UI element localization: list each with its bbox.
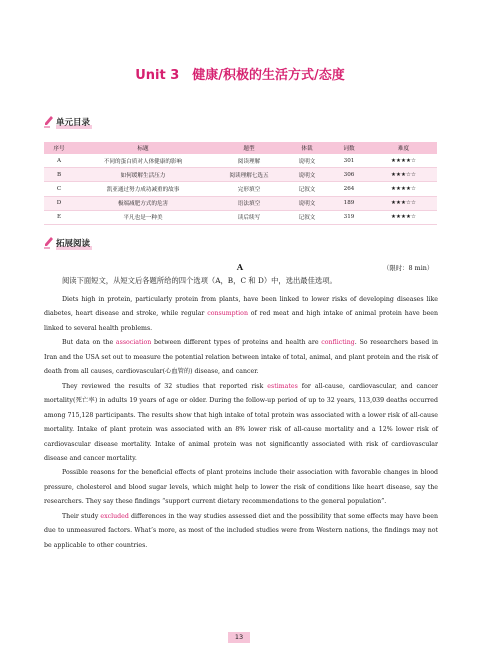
header-type: 题型	[212, 142, 286, 154]
passage-letter: A	[236, 262, 244, 272]
cell-genre: 说明文	[286, 168, 328, 182]
cell-title: 如何缓解生活压力	[74, 168, 212, 182]
table-row	[44, 196, 437, 210]
cell-type: 读后续写	[212, 210, 286, 224]
table-row	[44, 182, 437, 196]
table-row	[44, 154, 437, 168]
cell-difficulty: ★★★★☆	[370, 210, 437, 224]
pen-icon	[44, 237, 53, 249]
paragraph-2: But data on the association between different types of proteins and health are conflicting. So researchers based in Iran and the USA set out to measure the potential relation between intake of total, animal, and plant protein and the risk of death from all causes, cardiovascular(心血管的) disease, and cancer.	[44, 339, 438, 376]
cell-words: 189	[328, 196, 370, 210]
section-heading-reading	[44, 236, 90, 250]
cell-type: 阅读理解	[212, 154, 286, 168]
header-genre: 体裁	[286, 142, 328, 154]
cell-type: 阅读理解七选五	[212, 168, 286, 182]
cell-genre: 说明文	[286, 196, 328, 210]
cell-genre: 说明文	[286, 154, 328, 168]
cell-type: 语法填空	[212, 196, 286, 210]
table-row	[44, 168, 437, 182]
passage-body	[44, 293, 438, 553]
cell-difficulty: ★★★★☆	[370, 182, 437, 196]
cell-words: 319	[328, 210, 370, 224]
highlight-word: consumption	[207, 310, 248, 318]
cell-words: 306	[328, 168, 370, 182]
header-title: 标题	[74, 142, 212, 154]
unit-title: Unit 3 健康/积极的生活方式/态度	[135, 68, 345, 83]
cell-title: 平凡也是一种美	[74, 210, 212, 224]
highlight-word: conflicting	[321, 339, 355, 347]
cell-index: B	[44, 168, 74, 182]
pen-icon	[44, 116, 53, 128]
section-heading-reading-label: 拓展阅读	[56, 239, 91, 249]
cell-difficulty: ★★★☆☆	[370, 168, 437, 182]
highlight-word: excluded	[100, 512, 129, 520]
cell-title: 极端减肥方式的危害	[74, 196, 212, 210]
cell-index: C	[44, 182, 74, 196]
header-index: 序号	[44, 142, 74, 154]
paragraph-1: Diets high in protein, particularly protein from plants, have been linked to lower risks of developing diseases like diabetes, heart disease and stroke, while regular consumption of red meat and high intake of animal protein have been linked to several health problems.	[44, 296, 438, 332]
paragraph-5: Their study excluded differences in the way studies assessed diet and the possibility that some effects may have been due to unmeasured factors. What’s more, as most of the included studies were from Western nations, the findings may not be applicable to other countries.	[44, 512, 438, 549]
cell-words: 264	[328, 182, 370, 196]
contents-table	[44, 142, 437, 225]
header-difficulty: 难度	[370, 142, 437, 154]
instructions: 阅读下面短文，从短文后各题所给的四个选项（A，B，C 和 D）中，选出最佳选项。	[62, 276, 337, 285]
page-number: 13	[228, 632, 250, 643]
table-header-row	[44, 142, 437, 154]
highlight-word: estimates	[267, 382, 298, 390]
time-limit: （限时：8 min）	[383, 264, 434, 272]
header-words: 词数	[328, 142, 370, 154]
cell-type: 完形填空	[212, 182, 286, 196]
cell-title: 不同的蛋白质对人体健康的影响	[74, 154, 212, 168]
paragraph-4: Possible reasons for the beneficial effects of plant proteins include their association with favorable changes in blood pressure, cholesterol and blood sugar levels, which might help to lower the risk of conditions like heart disease, say the researchers. They say these findings “support current dietary recommendations to the general population”.	[44, 469, 438, 506]
section-heading-contents-label: 单元目录	[56, 118, 91, 128]
table-row	[44, 210, 437, 224]
cell-genre: 记叙文	[286, 182, 328, 196]
highlight-word: association	[115, 339, 152, 347]
cell-title: 凯亚通过努力成功减重的故事	[74, 182, 212, 196]
cell-words: 301	[328, 154, 370, 168]
cell-difficulty: ★★★☆☆	[370, 196, 437, 210]
cell-index: A	[44, 154, 74, 168]
cell-genre: 记叙文	[286, 210, 328, 224]
cell-index: D	[44, 196, 74, 210]
section-heading-contents	[44, 115, 90, 129]
cell-index: E	[44, 210, 74, 224]
cell-difficulty: ★★★★☆	[370, 154, 437, 168]
paragraph-3: They reviewed the results of 32 studies that reported risk estimates for all-cause, cardiovascular, and cancer mortality(死亡率) in adults 19 years of age or older. During the follow-up period of up to 32 years, 113,039 deaths occurred among 715,128 participants. The results show that high intake of total protein was associated with a lower risk of all-cause mortality. Intake of plant protein was associated with an 8% lower risk of all-cause mortality and a 12% lower risk of cardiovascular disease mortality. Intake of animal protein was not significantly associated with risk of cardiovascular disease and cancer mortality.	[44, 382, 438, 462]
